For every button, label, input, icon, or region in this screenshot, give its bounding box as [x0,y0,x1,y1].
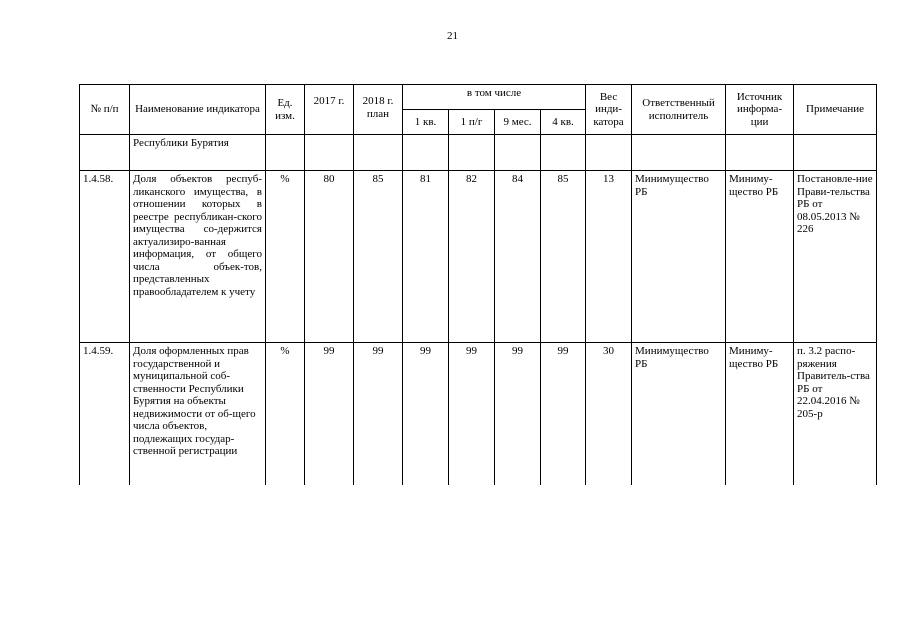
table-row [80,343,877,485]
header-num: № п/п [80,85,130,135]
row-2018: 99 [354,343,403,485]
header-half-year: 1 п/г [449,110,495,135]
row-responsible: Минимущество РБ [632,343,726,485]
continuation-text: Республики Бурятия [130,135,266,171]
row-responsible: Минимущество РБ [632,171,726,343]
row-weight: 30 [586,343,632,485]
row-2017: 99 [305,343,354,485]
row-q1: 99 [403,343,449,485]
header-weight: Вес инди-катора [586,85,632,135]
header-q4: 4 кв. [541,110,586,135]
header-including: в том числе [403,85,586,110]
row-9-months: 84 [495,171,541,343]
cell-empty [541,135,586,171]
row-half-year: 99 [449,343,495,485]
row-weight: 13 [586,171,632,343]
row-num: 1.4.59. [80,343,130,485]
header-row-1 [80,85,877,110]
cell-empty [586,135,632,171]
header-9-months: 9 мес. [495,110,541,135]
row-half-year: 82 [449,171,495,343]
cell-empty [726,135,794,171]
row-num: 1.4.58. [80,171,130,343]
cell-empty [403,135,449,171]
header-q1: 1 кв. [403,110,449,135]
row-source: Миниму-щество РБ [726,343,794,485]
row-2018: 85 [354,171,403,343]
cell-empty [632,135,726,171]
row-name: Доля объектов респуб-ликанского имущества, в отношении которых в реестре республикан-ского имущества со-держится актуализиро-ванная информация, от общего числа объек-тов, представленных правообладателем к учету [130,171,266,343]
header-note: Примечание [794,85,877,135]
row-source: Миниму-щество РБ [726,171,794,343]
header-responsible: Ответственный исполнитель [632,85,726,135]
header-source: Источник информа-ции [726,85,794,135]
cell-empty [794,135,877,171]
header-name: Наименование индикатора [130,85,266,135]
page-number: 21 [447,30,458,42]
cell-empty [354,135,403,171]
row-q4: 99 [541,343,586,485]
indicators-table [79,84,877,485]
row-q4: 85 [541,171,586,343]
row-note: п. 3.2 распо-ряжения Правитель-ства РБ от 22.04.2016 № 205-р [794,343,877,485]
row-name: Доля оформленных прав государственной и муниципальной соб-ственности Республики Бурятия на объекты недвижимости от об-щего числа объектов, подлежащих государ-ственной регистрации [130,343,266,485]
header-unit: Ед. изм. [266,85,305,135]
cell-empty [80,135,130,171]
row-q1: 81 [403,171,449,343]
header-2017: 2017 г. [305,85,354,135]
cell-empty [305,135,354,171]
row-unit: % [266,343,305,485]
continuation-row [80,135,877,171]
row-unit: % [266,171,305,343]
row-9-months: 99 [495,343,541,485]
row-2017: 80 [305,171,354,343]
cell-empty [266,135,305,171]
cell-empty [449,135,495,171]
cell-empty [495,135,541,171]
header-2018-plan: 2018 г. план [354,85,403,135]
table-row [80,171,877,343]
row-note: Постановле-ние Прави-тельства РБ от 08.05.2013 № 226 [794,171,877,343]
